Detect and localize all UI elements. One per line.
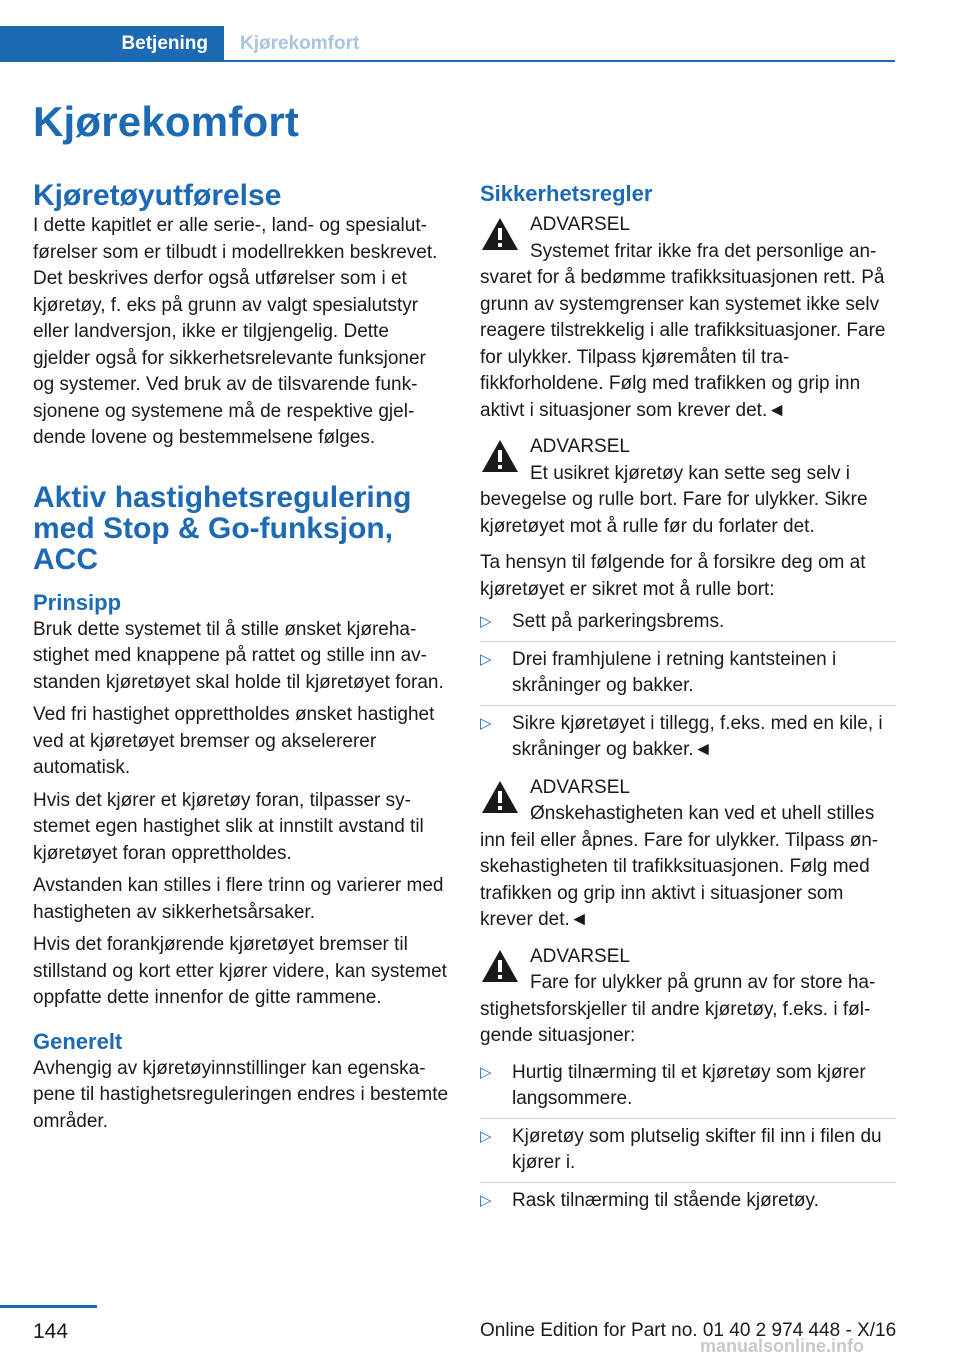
list-item: ▷ Kjøretøy som plutselig skifter fil inn i filen du kjører i.	[480, 1124, 896, 1183]
bullet-icon: ▷	[480, 1191, 492, 1209]
header-divider	[0, 60, 895, 62]
list-item: ▷ Drei framhjulene i retning kantsteinen i skråninger og bakker.	[480, 647, 896, 706]
bullet-icon: ▷	[480, 1127, 492, 1145]
subsection-title-prinsipp: Prinsipp	[33, 589, 122, 615]
left-column	[33, 180, 449, 1141]
warning-block	[480, 434, 896, 540]
footer-accent-line	[0, 1305, 97, 1308]
warning-block	[480, 775, 896, 934]
warning-text: Ønskehastigheten kan ved et uhell stilles inn feil eller åpnes. Fare for ulykker. Tilpass ønskehastigheten til trafikksituasjonen. Følg med trafikken og grip inn aktivt i situasjoner som krever det.◄	[480, 803, 879, 930]
warning-block	[480, 212, 896, 424]
section-title-kjoretoyutforelse: Kjøretøyutførelse	[33, 179, 282, 212]
warning-triangle-icon	[480, 214, 520, 254]
subsection-title-sikkerhetsregler: Sikkerhetsregler	[480, 181, 653, 206]
list-item: ▷ Hurtig tilnærming til et kjøretøy som kjører langsommere.	[480, 1060, 896, 1119]
page-title: Kjørekomfort	[33, 98, 300, 145]
warning-label: ADVARSEL	[530, 776, 630, 798]
paragraph: Ved fri hastighet opprettholdes ønsket hastighet ved at kjøretøyet bremser og akselererer automatisk.	[33, 704, 435, 778]
tab-betjening[interactable]: Betjening	[0, 26, 224, 62]
warning-text: Systemet fritar ikke fra det personlige ansvaret for å bedømme trafikksituasjonen rett. På grunn av systemgrenser kan systemet ikke selv reagere tilstrekkelig i alle trafikksituasjoner. Fare for ulykker. Tilpass kjøremåten til trafikkforholdene. Følg med trafikken og grip inn aktivt i situasjoner som krever det.◄	[480, 240, 886, 421]
edition-text: Online Edition for Part no. 01 40 2 974 448 - X/16	[480, 1320, 897, 1341]
page-number: 144	[33, 1320, 69, 1343]
paragraph: Hvis det kjører et kjøretøy foran, tilpasser systemet egen hastighet slik at innstilt avstand til kjøretøyet foran opprettholdes.	[33, 789, 424, 864]
warning-text: Fare for ulykker på grunn av for store hastighetsforskjeller til andre kjøretøy, f.eks. i følgende situasjoner:	[480, 972, 876, 1046]
bullet-icon: ▷	[480, 650, 492, 668]
warning-block	[480, 944, 896, 1050]
paragraph: Avstanden kan stilles i flere trinn og varierer med hastigheten av sikkerhetsårsaker.	[33, 875, 444, 923]
paragraph: Bruk dette systemet til å stille ønsket kjørehastighet med knappene på rattet og stille inn avstanden kjøretøyet skal holde til kjøretøyet foran.	[33, 618, 444, 693]
tab-kjorekomfort[interactable]: Kjørekomfort	[240, 33, 360, 54]
bullet-icon: ▷	[480, 714, 492, 732]
list-item: ▷ Rask tilnærming til stående kjøretøy.	[480, 1188, 896, 1220]
bullet-icon: ▷	[480, 1063, 492, 1081]
warning-triangle-icon	[480, 436, 520, 476]
right-column	[480, 180, 896, 1225]
list-item: ▷ Sett på parkeringsbrems.	[480, 609, 896, 642]
warning-label: ADVARSEL	[530, 436, 630, 457]
list-item: ▷ Sikre kjøretøyet i tillegg, f.eks. med en kile, i skråninger og bakker.◄	[480, 712, 883, 760]
warning-triangle-icon	[480, 946, 520, 986]
section-body: I dette kapitlet er alle serie-, land- og spesialutførelser som er tilbudt i modellrekken beskrevet. Det beskrives derfor også utførelser som i et kjøretøy, f. eks på grunn av valgt spesialutstyr eller landversjon, ikke er tilgjengelig. Dette gjelder også for sikkerhetsrelevante funksjoner og systemer. Ved bruk av de tilsvarende funksjonene og systemene må de respektive gjeldende lovene og bestemmelsene følges.	[33, 215, 438, 448]
subsection-title-generelt: Generelt	[33, 1028, 123, 1054]
warning-triangle-icon	[480, 777, 520, 817]
header-tabs	[0, 26, 895, 62]
bullet-icon: ▷	[480, 613, 492, 630]
warning-label: ADVARSEL	[530, 214, 630, 235]
warning-text: Et usikret kjøretøy kan sette seg selv i bevegelse og rulle bort. Fare for ulykker. Sikre kjøretøyet mot å rulle før du forlater det.	[480, 462, 868, 537]
watermark: manualsonline.info	[700, 1336, 865, 1356]
bullet-list	[480, 609, 896, 769]
paragraph: Ta hensyn til følgende for å forsikre deg om at kjøretøyet er sikret mot å rulle bort:	[480, 552, 866, 600]
section-title-acc: Aktiv hastighetsregulering med Stop & Go-funksjon, ACC	[33, 480, 412, 576]
paragraph: Avhengig av kjøretøyinnstillinger kan egenskapene til hastighetsreguleringen endres i bestemte områder.	[33, 1057, 449, 1132]
warning-label: ADVARSEL	[530, 945, 630, 967]
paragraph: Hvis det forankjørende kjøretøyet bremser til stillstand og kort etter kjører videre, kan systemet oppfatte dette innenfor de gitte rammene.	[33, 934, 447, 1008]
bullet-list	[480, 1060, 896, 1220]
